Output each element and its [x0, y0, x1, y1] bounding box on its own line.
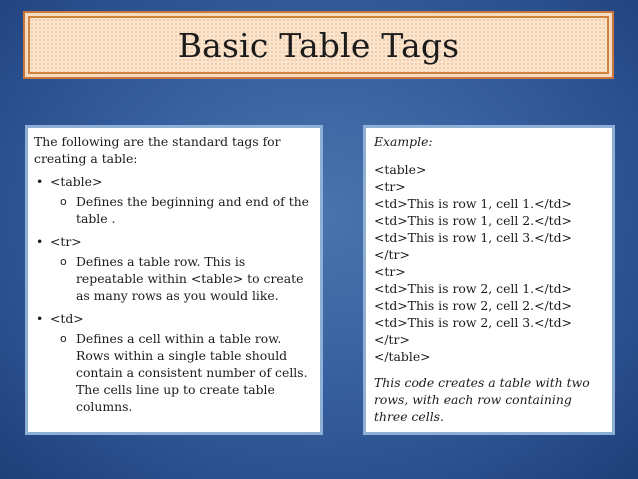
code-line: <td>This is row 1, cell 3.</td>: [374, 230, 572, 245]
code-line: <tr>: [374, 179, 406, 194]
example-footer: This code creates a table with two rows, with each row containing three cells.: [374, 375, 590, 424]
tag-list: [34, 173, 312, 415]
tag-description: o Defines a table row. This is repeatable within <table> to create as many rows as you would like.: [60, 254, 304, 303]
tags-description-panel: [25, 125, 323, 435]
code-line: <tr>: [374, 264, 406, 279]
intro-text: The following are the standard tags for creating a table:: [34, 134, 281, 166]
tag-name: <table>: [50, 174, 103, 189]
tag-description: o Defines the beginning and end of the table .: [60, 194, 310, 226]
code-line: <td>This is row 1, cell 1.</td>: [374, 196, 572, 211]
code-block: [374, 161, 606, 365]
code-line: <td>This is row 2, cell 1.</td>: [374, 281, 572, 296]
tag-name: <td>: [50, 311, 84, 326]
bullet-icon: •: [36, 234, 44, 249]
title-banner: [28, 16, 609, 74]
code-line: </tr>: [374, 247, 410, 262]
circle-bullet-icon: o: [60, 255, 67, 268]
bullet-icon: •: [36, 174, 44, 189]
code-line: <td>This is row 2, cell 3.</td>: [374, 315, 572, 330]
bullet-icon: •: [36, 311, 44, 326]
slide-title: Basic Table Tags: [177, 25, 460, 65]
tag-item-td: [34, 310, 312, 415]
example-panel: [363, 125, 615, 435]
example-heading: Example:: [374, 134, 433, 149]
circle-bullet-icon: o: [60, 332, 67, 345]
tag-item-table: [34, 173, 312, 227]
code-line: <td>This is row 1, cell 2.</td>: [374, 213, 572, 228]
code-line: <table>: [374, 162, 427, 177]
tag-description: o Defines a cell within a table row. Rows within a single table should contain a consistent number of cells. The cells line up to create table columns.: [60, 331, 308, 414]
tag-name: <tr>: [50, 234, 82, 249]
circle-bullet-icon: o: [60, 195, 67, 208]
code-line: </tr>: [374, 332, 410, 347]
tag-item-tr: [34, 233, 312, 304]
code-line: </table>: [374, 349, 431, 364]
code-line: <td>This is row 2, cell 2.</td>: [374, 298, 572, 313]
